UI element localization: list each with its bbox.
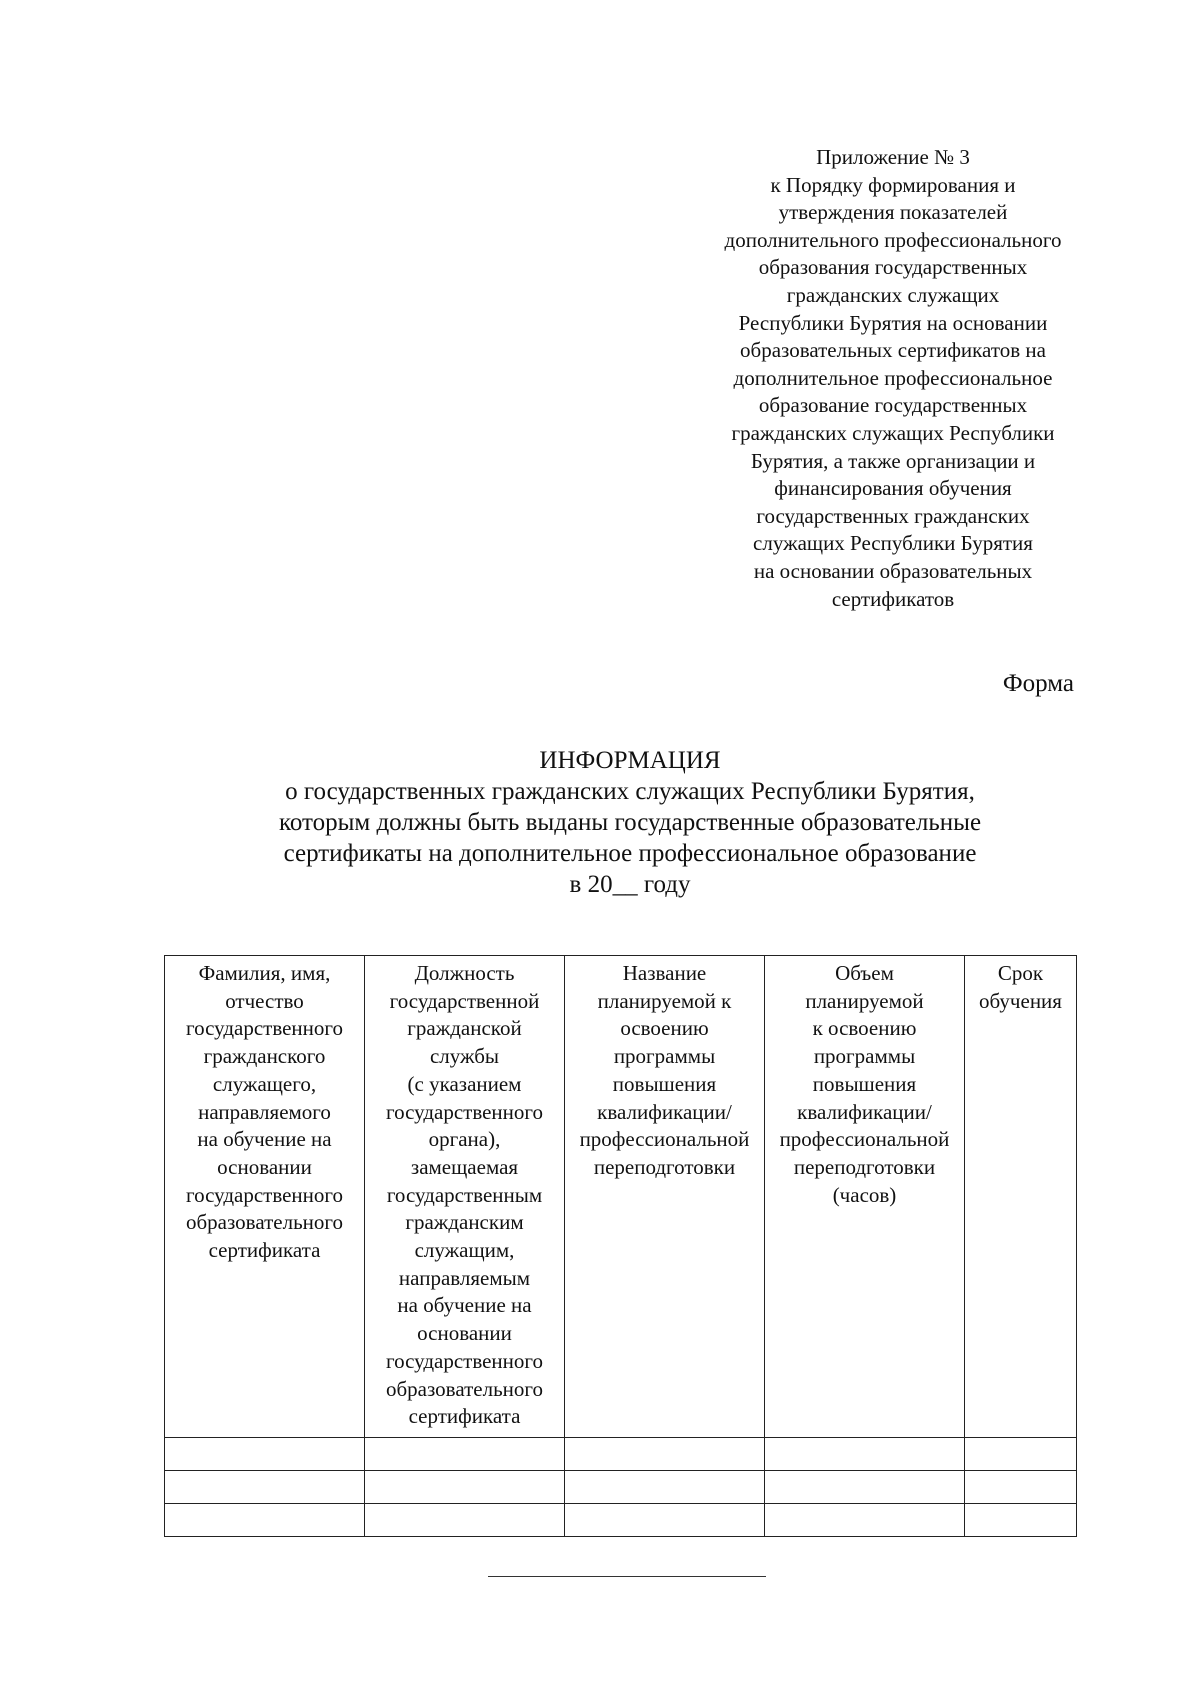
column-header-line: профессиональной xyxy=(779,1127,950,1152)
appendix-line: на основании образовательных xyxy=(753,558,1033,583)
title-line: в 20__ году xyxy=(569,871,691,898)
appendix-line: образование государственных xyxy=(758,393,1028,418)
column-header-line: замещаемая xyxy=(410,1154,519,1179)
column-header-line: отчество xyxy=(225,988,304,1013)
column-header-line: государственного xyxy=(185,1182,344,1207)
column-header-line: к освоению xyxy=(812,1016,917,1041)
column-header-study-period xyxy=(965,956,1077,1438)
column-header-line: повышения xyxy=(812,1071,917,1096)
column-header-program-name xyxy=(565,956,765,1438)
appendix-line: гражданских служащих Республики xyxy=(731,420,1055,445)
appendix-line: Бурятия, а также организации и xyxy=(750,448,1036,473)
appendix-line: сертификатов xyxy=(831,586,955,611)
table-cell[interactable] xyxy=(765,1437,965,1470)
column-header-line: государственного xyxy=(385,1348,544,1373)
column-header-program-volume xyxy=(765,956,965,1438)
table-cell[interactable] xyxy=(365,1470,565,1503)
column-header-line: повышения xyxy=(612,1071,717,1096)
column-header-line: на обучение на xyxy=(397,1293,532,1318)
column-header-line: образовательного xyxy=(386,1376,543,1401)
appendix-line: образования государственных xyxy=(758,255,1028,280)
column-header-line: на обучение на xyxy=(197,1127,332,1152)
footer-divider xyxy=(488,1576,766,1577)
column-header-line: Название xyxy=(622,961,707,985)
table-body xyxy=(165,1437,1077,1536)
appendix-line: финансирования обучения xyxy=(774,476,1012,501)
column-header-line: освоению xyxy=(620,1016,709,1041)
column-header-line: гражданской xyxy=(407,1016,522,1041)
column-header-line: служащим, xyxy=(414,1238,515,1263)
table-row xyxy=(165,1437,1077,1470)
column-header-line: направляемым xyxy=(398,1265,531,1290)
information-table xyxy=(164,955,1077,1537)
column-header-line: переподготовки xyxy=(593,1154,736,1179)
table-cell[interactable] xyxy=(965,1437,1077,1470)
column-header-name xyxy=(165,956,365,1438)
appendix-note xyxy=(688,144,1098,613)
column-header-line: государственной xyxy=(389,988,540,1013)
appendix-line: утверждения показателей xyxy=(778,200,1008,225)
column-header-line: направляемого xyxy=(198,1099,331,1124)
table-cell[interactable] xyxy=(165,1437,365,1470)
appendix-line: Приложение № 3 xyxy=(816,145,970,169)
table-row xyxy=(165,1503,1077,1536)
column-header-line: Должность xyxy=(414,961,515,985)
column-header-line: переподготовки xyxy=(793,1154,936,1179)
form-label: Форма xyxy=(1002,670,1074,697)
column-header-line: государственного xyxy=(385,1099,544,1124)
table-cell[interactable] xyxy=(365,1437,565,1470)
appendix-line: образовательных сертификатов на xyxy=(740,338,1046,363)
column-header-line: государственным xyxy=(386,1182,543,1207)
appendix-line: дополнительное профессиональное xyxy=(733,365,1053,390)
table-cell[interactable] xyxy=(165,1470,365,1503)
table-header-row xyxy=(165,956,1077,1438)
appendix-line: служащих Республики Бурятия xyxy=(753,531,1033,556)
column-header-line: программы xyxy=(613,1044,716,1069)
column-header-line: Срок xyxy=(997,961,1044,985)
title-heading: ИНФОРМАЦИЯ xyxy=(539,747,721,774)
table-cell[interactable] xyxy=(565,1503,765,1536)
column-header-position xyxy=(365,956,565,1438)
appendix-line: Республики Бурятия на основании xyxy=(738,310,1048,335)
document-title xyxy=(160,745,1100,900)
column-header-line: (часов) xyxy=(832,1182,897,1207)
column-header-line: планируемой к xyxy=(597,988,732,1013)
column-header-line: Объем xyxy=(835,961,894,985)
column-header-line: Фамилия, имя, xyxy=(198,961,331,985)
table-cell[interactable] xyxy=(765,1470,965,1503)
column-header-line: образовательного xyxy=(186,1210,343,1235)
appendix-line: гражданских служащих xyxy=(786,282,1000,307)
column-header-line: гражданского xyxy=(203,1044,326,1069)
column-header-line: гражданским xyxy=(405,1210,524,1235)
column-header-line: органа), xyxy=(428,1127,501,1152)
title-line: сертификаты на дополнительное профессиональное образование xyxy=(283,840,977,867)
table-cell[interactable] xyxy=(565,1437,765,1470)
column-header-line: обучения xyxy=(979,988,1062,1013)
table-cell[interactable] xyxy=(165,1503,365,1536)
table-cell[interactable] xyxy=(965,1470,1077,1503)
appendix-line: к Порядку формирования и xyxy=(770,172,1016,197)
column-header-line: планируемой xyxy=(805,988,924,1013)
column-header-line: службы xyxy=(429,1044,500,1069)
column-header-line: государственного xyxy=(185,1016,344,1041)
column-header-line: квалификации/ xyxy=(797,1099,932,1124)
column-header-line: сертификата xyxy=(408,1404,521,1429)
appendix-line: дополнительного профессионального xyxy=(724,227,1062,252)
column-header-line: квалификации/ xyxy=(597,1099,732,1124)
title-line: которым должны быть выданы государственные образовательные xyxy=(278,809,982,836)
column-header-line: профессиональной xyxy=(579,1127,750,1152)
column-header-line: служащего, xyxy=(212,1071,317,1096)
column-header-line: основании xyxy=(417,1321,512,1346)
table-cell[interactable] xyxy=(965,1503,1077,1536)
table-cell[interactable] xyxy=(565,1470,765,1503)
column-header-line: программы xyxy=(813,1044,916,1069)
table-cell[interactable] xyxy=(365,1503,565,1536)
title-line: о государственных гражданских служащих Республики Бурятия, xyxy=(285,778,975,805)
table-cell[interactable] xyxy=(765,1503,965,1536)
column-header-line: (с указанием xyxy=(407,1071,522,1096)
appendix-line: государственных гражданских xyxy=(756,503,1030,528)
column-header-line: основании xyxy=(217,1154,312,1179)
column-header-line: сертификата xyxy=(208,1238,321,1263)
table-row xyxy=(165,1470,1077,1503)
